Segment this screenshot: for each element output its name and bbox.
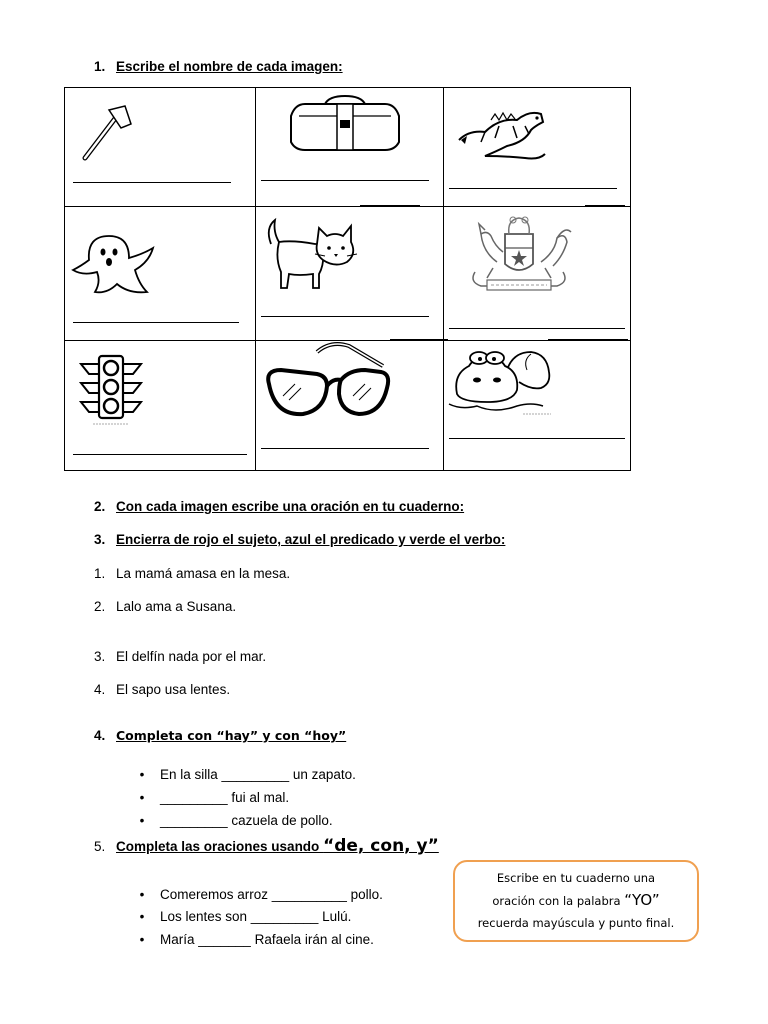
cell-cat <box>255 206 443 340</box>
coat-of-arms-icon <box>457 212 581 304</box>
cell-glasses <box>255 340 443 471</box>
completar-item: • María _______ Rafaela irán al cine. <box>139 932 374 947</box>
traffic-light-icon <box>75 354 147 426</box>
cell-hippo <box>443 340 631 471</box>
glasses-icon <box>261 340 393 424</box>
cell-axe <box>65 88 255 206</box>
sentence-2: 2. Lalo ama a Susana. <box>94 599 237 614</box>
cell-coat-of-arms <box>443 206 631 340</box>
section-5-heading: 5. Completa las oraciones usando “de, con, y” <box>94 836 439 856</box>
section-2-heading: 2. Con cada imagen escribe una oración en tu cuaderno: <box>94 499 465 514</box>
hay-hoy-item: • _________ cazuela de pollo. <box>139 813 333 828</box>
sentence-4: 4. El sapo usa lentes. <box>94 682 231 697</box>
ghost-icon <box>69 230 159 300</box>
suitcase-icon <box>285 94 405 154</box>
iguana-icon <box>455 96 551 172</box>
cat-icon <box>263 214 363 294</box>
cell-suitcase <box>255 88 443 206</box>
hay-hoy-item: • En la silla _________ un zapato. <box>139 767 356 782</box>
completar-item: • Comeremos arroz __________ pollo. <box>139 887 383 902</box>
cell-traffic-light <box>65 340 255 471</box>
completar-item: • Los lentes son _________ Lulú. <box>139 909 352 924</box>
section-4-heading: 4. Completa con “hay” y con “hoy” <box>94 728 347 743</box>
cell-iguana <box>443 88 631 206</box>
hippo-icon <box>447 344 563 420</box>
picture-table <box>64 87 631 471</box>
section-3-heading: 3. Encierra de rojo el sujeto, azul el predicado y verde el verbo: <box>94 532 506 547</box>
sentence-3: 3. El delfín nada por el mar. <box>94 649 267 664</box>
yo-note-box: Escribe en tu cuaderno una oración con la palabra “YO” recuerda mayúscula y punto final. <box>453 860 699 942</box>
section-1-heading: 1. Escribe el nombre de cada imagen: <box>94 59 343 74</box>
sentence-1: 1. La mamá amasa en la mesa. <box>94 566 291 581</box>
axe-icon <box>75 102 135 164</box>
cell-ghost <box>65 206 255 340</box>
hay-hoy-item: • _________ fui al mal. <box>139 790 290 805</box>
